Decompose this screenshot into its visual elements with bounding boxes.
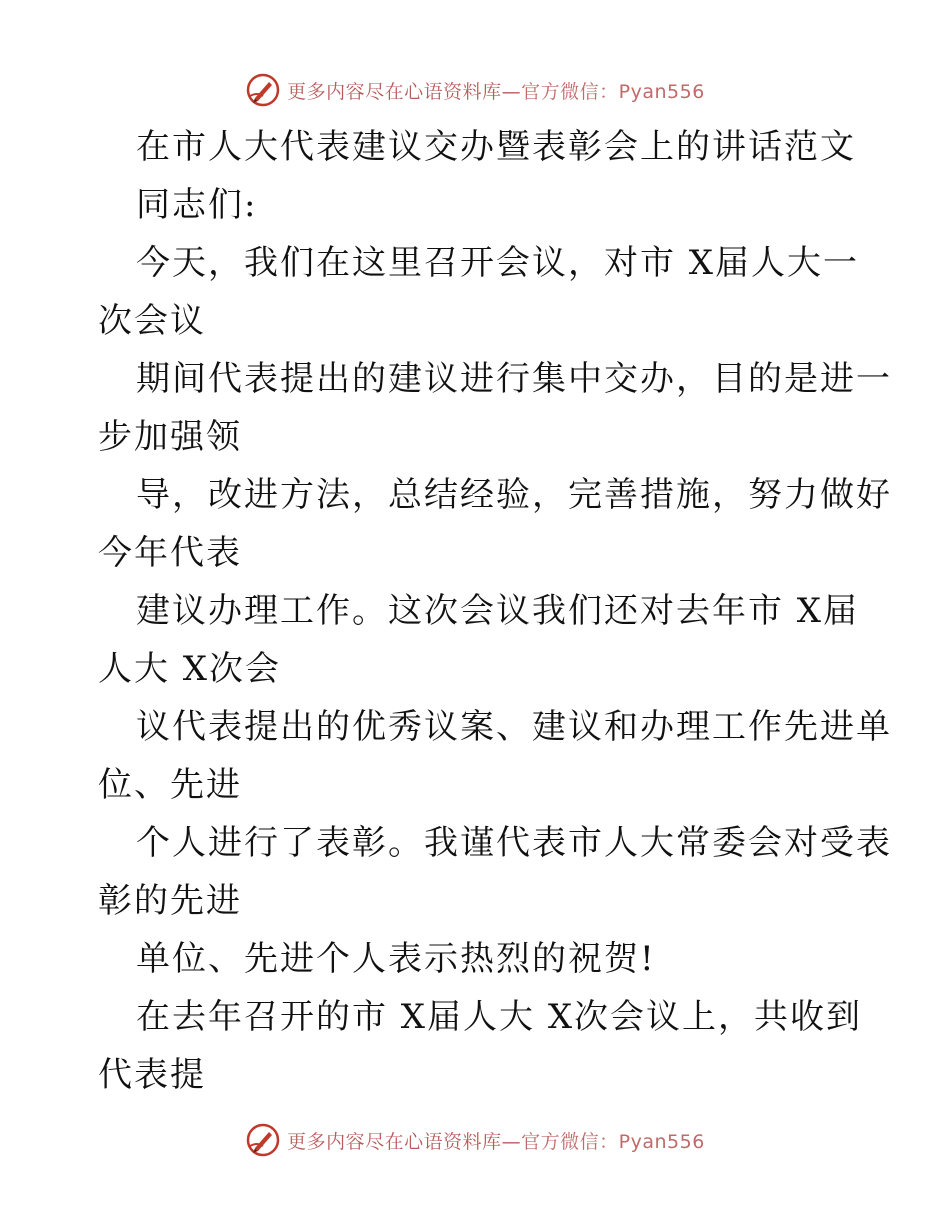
text-line: 个人进行了表彰。我谨代表市人大常委会对受表: [136, 823, 892, 863]
text-line: 今年代表: [98, 533, 242, 573]
banner-wechat-text: 官方微信：Pyan556: [521, 80, 705, 103]
text-line: 步加强领: [98, 417, 242, 457]
banner-text: [287, 77, 705, 104]
text-line: 议代表提出的优秀议案、建议和办理工作先进单: [136, 707, 892, 747]
pen-logo-icon: [245, 72, 281, 108]
text-line: 建议办理工作。这次会议我们还对去年市 X届: [136, 591, 860, 631]
text-line: 代表提: [98, 1055, 206, 1095]
banner-site-text: 更多内容尽在心语资料库: [287, 1130, 502, 1153]
text-line: 今天，我们在这里召开会议，对市 X届人大一: [136, 243, 860, 283]
document-title: 在市人大代表建议交办暨表彰会上的讲话范文: [136, 127, 856, 167]
text-line: 位、先进: [98, 765, 242, 805]
text-line: 期间代表提出的建议进行集中交办，目的是进一: [136, 359, 892, 399]
document-body: [98, 118, 892, 1104]
pen-logo-icon: [245, 1122, 281, 1158]
banner-wechat-text: 官方微信：Pyan556: [521, 1130, 705, 1153]
text-line: 同志们:: [136, 185, 258, 225]
text-line: 彰的先进: [98, 881, 242, 921]
text-line: 单位、先进个人表示热烈的祝贺!: [136, 939, 656, 979]
banner-dash: —: [501, 1130, 522, 1153]
banner-site-text: 更多内容尽在心语资料库: [287, 80, 502, 103]
text-line: 人大 X次会: [98, 649, 282, 689]
text-line: 在去年召开的市 X届人大 X次会议上，共收到: [136, 997, 863, 1037]
banner-text: [287, 1127, 705, 1154]
banner-dash: —: [501, 80, 522, 103]
header-banner: [0, 70, 950, 110]
text-line: 次会议: [98, 301, 206, 341]
text-line: 导，改进方法，总结经验，完善措施，努力做好: [136, 475, 892, 515]
footer-banner: [0, 1120, 950, 1160]
